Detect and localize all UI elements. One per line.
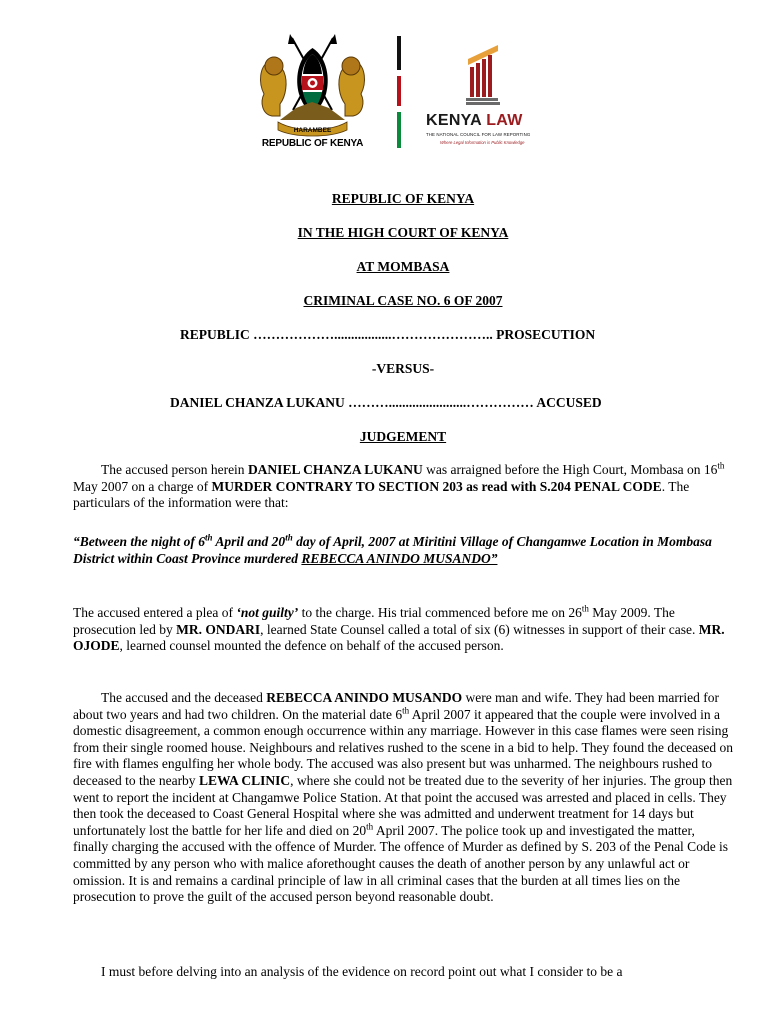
kenya-law-name-part1: KENYA	[426, 112, 482, 129]
p1-text-1: The accused person herein	[101, 462, 248, 477]
heading-republic: REPUBLIC OF KENYA	[331, 191, 475, 206]
divider-red-segment	[397, 76, 401, 106]
header-divider	[397, 36, 401, 148]
p2-sup-2: th	[285, 532, 293, 543]
paragraph-1	[73, 462, 733, 512]
p2-text-2: April and 20	[212, 534, 286, 549]
prosecution-dots: ……………….................…………………..	[253, 327, 493, 342]
accused-line	[170, 395, 602, 411]
p3-text-1: The accused entered a plea of	[73, 605, 237, 620]
prosecution-name: REPUBLIC	[180, 327, 250, 342]
accused-dots: ……….......................……………	[348, 395, 534, 410]
divider-black-segment	[397, 36, 401, 70]
kenya-coat-of-arms-logo	[250, 32, 375, 150]
p2-sup-1: th	[205, 532, 213, 543]
paragraph-particulars	[73, 534, 733, 567]
kenya-law-name-part2: LAW	[486, 112, 523, 129]
p4-text-3: April 2007 it appeared that the couple were involved in a domestic disagreement, a common enough occurrence within any marriage. However in this case flames were seen rising from their single roomed house. Neighbours and relatives rushed to the scene in a bid to help. They found the deceased on fire with flames engulfing her whole body. The accused was also present but was unharmed. The neighbours rushed to deceased to the nearby	[73, 706, 733, 788]
heading-place: AT MOMBASA	[356, 259, 450, 274]
p3-text-5: , learned counsel mounted the defence on behalf of the accused person.	[119, 638, 504, 654]
coat-of-arms-emblem	[250, 32, 375, 137]
p2-deceased-name: REBECCA ANINDO MUSANDO”	[301, 550, 498, 566]
divider-green-segment	[397, 112, 401, 148]
accused-name: DANIEL CHANZA LUKANU	[170, 395, 345, 410]
p3-defence-counsel: MR. OJODE	[73, 621, 725, 654]
p4-text-4: , where she could not be treated due to the severity of her injuries. The group then went to report the incident at Changamwe Police Station. At that point the accused was arrested and placed in cells. They then took the deceased to Coast General Hospital where she was admitted and underwent treatment for 14 days but unfortunately lost the battle for her life and died on 20	[73, 772, 733, 838]
p5-text-1: I must before delving into an analysis of the evidence on record point out what I consider to be a	[101, 964, 623, 979]
p2-text-1: “Between the night of 6	[73, 534, 206, 549]
kenya-law-tagline: Where Legal Information is Public Knowledge	[440, 140, 525, 145]
paragraph-4	[73, 690, 733, 906]
p4-text-2: were man and wife. They had been married for about two years and had two children. On the material date 6	[73, 690, 719, 722]
paragraph-5	[73, 964, 733, 981]
accused-role: ACCUSED	[536, 395, 602, 410]
p1-text-3: May 2007 on a charge of	[73, 478, 212, 494]
p4-deceased-name: REBECCA ANINDO MUSANDO	[266, 690, 463, 705]
p1-charge: MURDER CONTRARY TO SECTION 203 as read with S.204 PENAL CODE	[211, 478, 662, 494]
p3-plea: ‘not guilty’	[236, 605, 299, 620]
heading-court: IN THE HIGH COURT OF KENYA	[297, 225, 509, 240]
p4-sup-2: th	[366, 821, 374, 832]
p4-text-5: April 2007. The police took up and investigated the matter, finally charging the accused with the offence of Murder. The offence of Murder as defined by S. 203 of the Penal Code is committed by any person who with malice aforethought causes the death of another person by any unlawful act or omission. It is and remains a cardinal principle of law in all criminal cases that the burden at all times lies on the prosecution to prove the guilt of the accused person beyond reasonable doubt.	[73, 822, 729, 905]
p3-sup-1: th	[581, 603, 589, 614]
p4-sup-1: th	[402, 705, 410, 716]
p3-text-3: May 2009. The prosecution led by	[73, 605, 675, 637]
heading-case-number: CRIMINAL CASE NO. 6 OF 2007	[303, 293, 503, 308]
p3-text-4: , learned State Counsel called a total of six (6) witnesses in support of their case.	[260, 621, 699, 637]
kenya-law-wordmark	[426, 112, 523, 130]
coat-of-arms-motto: HARAMBEE	[293, 127, 332, 134]
p1-text-4: . The particulars of the information were that:	[73, 478, 690, 511]
p3-text-2: to the charge. His trial commenced before me on 26	[298, 605, 582, 620]
prosecution-role: PROSECUTION	[496, 327, 596, 342]
prosecution-line	[180, 327, 595, 343]
p3-prosecutor: MR. ONDARI	[176, 621, 261, 637]
kenya-law-logo	[426, 45, 556, 155]
p2-text-3: day of April, 2007 at Miritini Village of Changamwe Location in Mombasa District within Coast Province murdered	[73, 534, 712, 566]
judgement-heading: JUDGEMENT	[359, 429, 447, 444]
p1-accused-name: DANIEL CHANZA LUKANU	[247, 462, 423, 477]
versus-label: -VERSUS-	[371, 361, 435, 376]
paragraph-3	[73, 605, 733, 655]
coat-of-arms-caption: REPUBLIC OF KENYA	[261, 138, 364, 149]
kenya-law-pillars-icon	[466, 45, 500, 105]
p4-clinic-name: LEWA CLINIC	[198, 772, 291, 788]
p1-text-2: was arraigned before the High Court, Mombasa on 16	[422, 462, 718, 477]
p1-sup-1: th	[717, 460, 725, 471]
kenya-law-subtitle: THE NATIONAL COUNCIL FOR LAW REPORTING	[426, 132, 531, 137]
p4-text-1: The accused and the deceased	[101, 690, 267, 705]
